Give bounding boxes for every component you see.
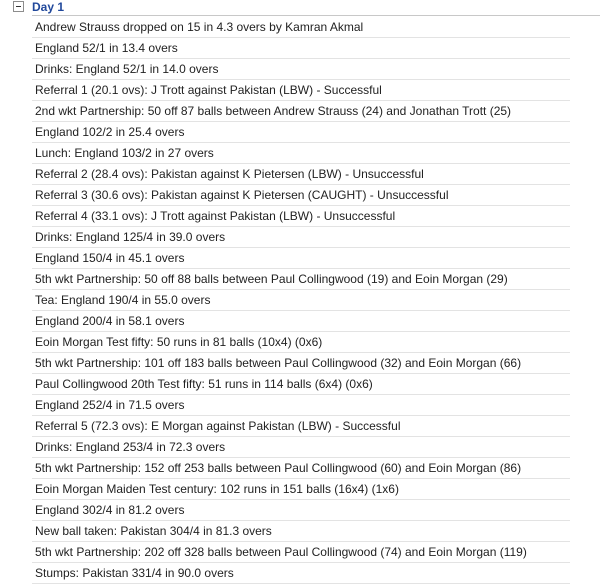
event-row: Drinks: England 253/4 in 72.3 overs (32, 437, 570, 458)
event-row: 5th wkt Partnership: 50 off 88 balls between Paul Collingwood (19) and Eoin Morgan (29) (32, 269, 570, 290)
header-divider (32, 15, 600, 16)
event-row: Referral 2 (28.4 ovs): Pakistan against K Pietersen (LBW) - Unsuccessful (32, 164, 570, 185)
event-row: Referral 3 (30.6 ovs): Pakistan against K Pietersen (CAUGHT) - Unsuccessful (32, 185, 570, 206)
day-section-header[interactable] (0, 0, 600, 16)
event-row: New ball taken: Pakistan 304/4 in 81.3 overs (32, 521, 570, 542)
event-row: Andrew Strauss dropped on 15 in 4.3 overs by Kamran Akmal (32, 17, 570, 38)
event-row: England 252/4 in 71.5 overs (32, 395, 570, 416)
event-row: Eoin Morgan Maiden Test century: 102 runs in 151 balls (16x4) (1x6) (32, 479, 570, 500)
event-row: England 302/4 in 81.2 overs (32, 500, 570, 521)
event-row: 5th wkt Partnership: 202 off 328 balls between Paul Collingwood (74) and Eoin Morgan (119) (32, 542, 570, 563)
event-row: England 102/2 in 25.4 overs (32, 122, 570, 143)
day-title[interactable]: Day 1 (32, 0, 65, 14)
event-row: Stumps: Pakistan 331/4 in 90.0 overs (32, 563, 570, 584)
event-row: Referral 4 (33.1 ovs): J Trott against Pakistan (LBW) - Unsuccessful (32, 206, 570, 227)
event-row: England 150/4 in 45.1 overs (32, 248, 570, 269)
event-row: Tea: England 190/4 in 55.0 overs (32, 290, 570, 311)
event-row: Drinks: England 52/1 in 14.0 overs (32, 59, 570, 80)
event-row: 2nd wkt Partnership: 50 off 87 balls between Andrew Strauss (24) and Jonathan Trott (25) (32, 101, 570, 122)
event-row: 5th wkt Partnership: 101 off 183 balls between Paul Collingwood (32) and Eoin Morgan (66) (32, 353, 570, 374)
event-row: Lunch: England 103/2 in 27 overs (32, 143, 570, 164)
event-row: 5th wkt Partnership: 152 off 253 balls between Paul Collingwood (60) and Eoin Morgan (86) (32, 458, 570, 479)
event-row: England 200/4 in 58.1 overs (32, 311, 570, 332)
match-events-list (32, 17, 570, 584)
event-row: Paul Collingwood 20th Test fifty: 51 runs in 114 balls (6x4) (0x6) (32, 374, 570, 395)
event-row: Referral 1 (20.1 ovs): J Trott against Pakistan (LBW) - Successful (32, 80, 570, 101)
event-row: Eoin Morgan Test fifty: 50 runs in 81 balls (10x4) (0x6) (32, 332, 570, 353)
event-row: Drinks: England 125/4 in 39.0 overs (32, 227, 570, 248)
event-row: England 52/1 in 13.4 overs (32, 38, 570, 59)
event-row: Referral 5 (72.3 ovs): E Morgan against Pakistan (LBW) - Successful (32, 416, 570, 437)
collapse-toggle-minus-icon[interactable] (13, 1, 24, 12)
